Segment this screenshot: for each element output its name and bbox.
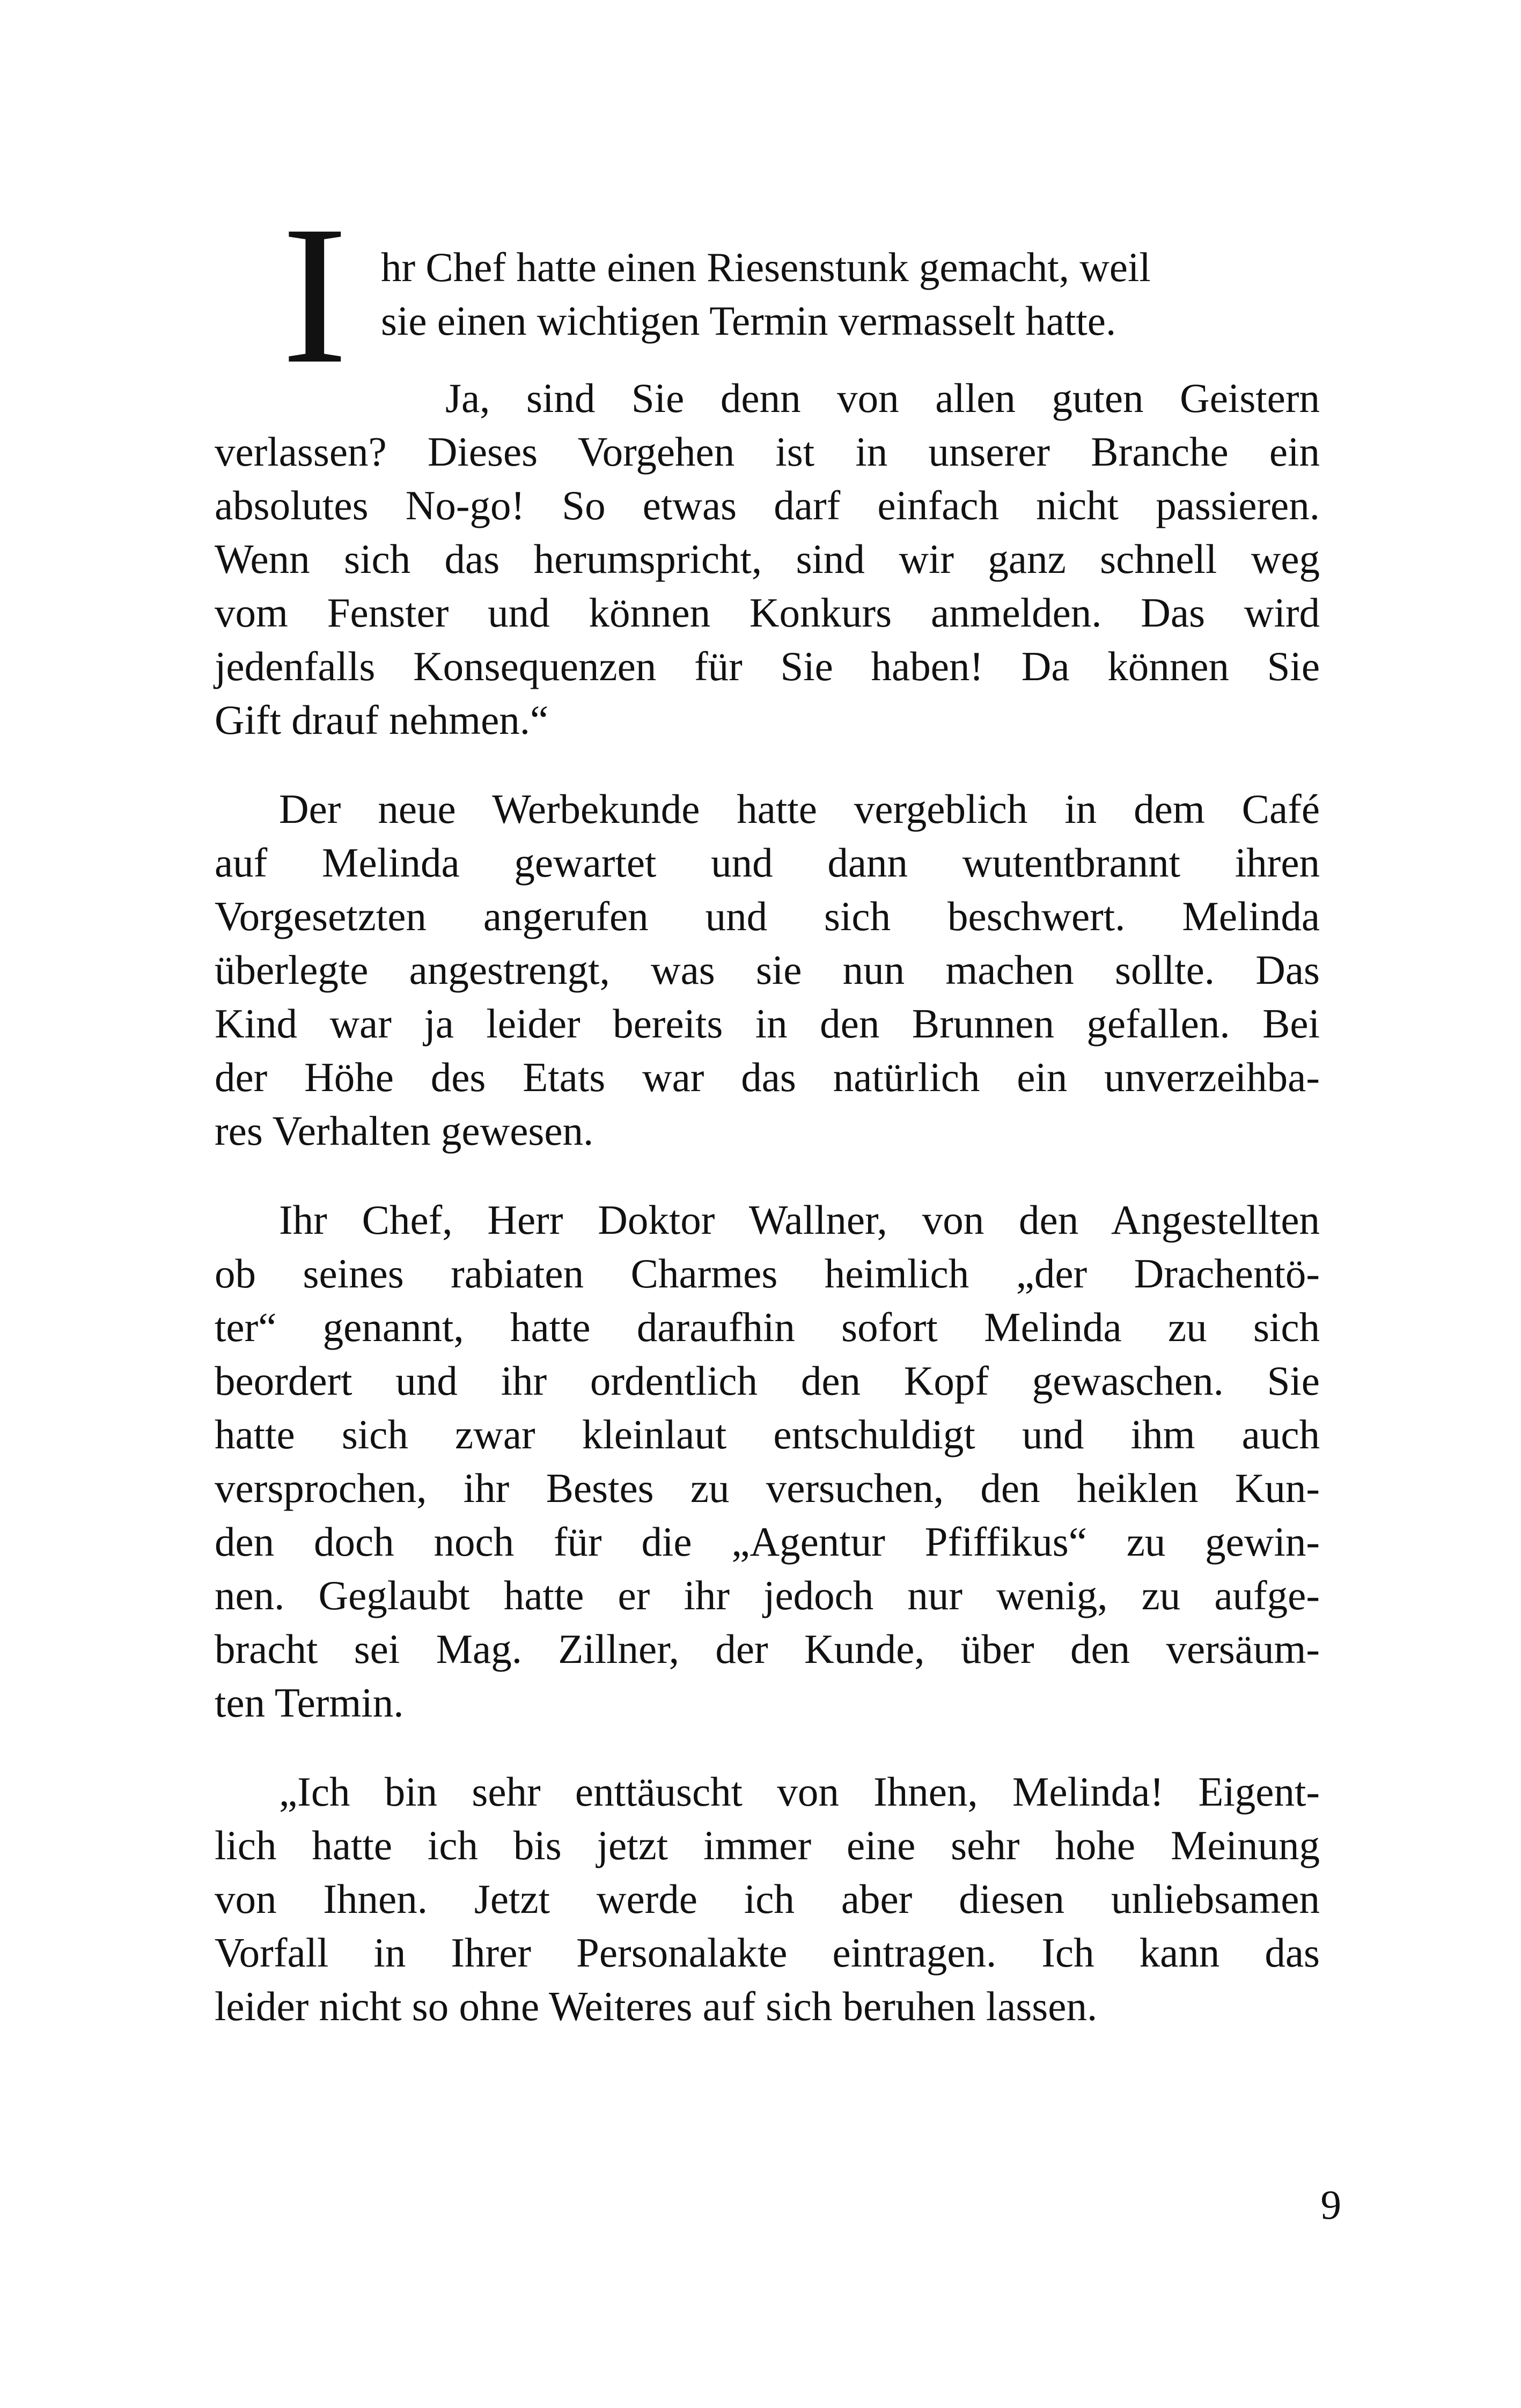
paragraph-3 bbox=[215, 1193, 1320, 1729]
text-line: beordert und ihr ordentlich den Kopf gewaschen. Sie bbox=[215, 1358, 1320, 1404]
text-line: Der neue Werbekunde hatte vergeblich in dem Café bbox=[279, 786, 1320, 832]
text-line: Kind war ja leider bereits in den Brunnen gefallen. Bei bbox=[215, 1000, 1320, 1047]
text-line: bracht sei Mag. Zillner, der Kunde, über den versäum- bbox=[215, 1626, 1320, 1672]
text-line: res Verhalten gewesen. bbox=[215, 1108, 594, 1154]
text-line: lich hatte ich bis jetzt immer eine sehr hohe Meinung bbox=[215, 1822, 1320, 1868]
text-line: jedenfalls Konsequenzen für Sie haben! Da können Sie bbox=[215, 643, 1320, 689]
text-line: leider nicht so ohne Weiteres auf sich beruhen lassen. bbox=[215, 1983, 1098, 2029]
text-line: „Ich bin sehr enttäuscht von Ihnen, Melinda! Eigent- bbox=[279, 1769, 1320, 1815]
text-line: von Ihnen. Jetzt werde ich aber diesen unliebsamen bbox=[215, 1876, 1320, 1922]
text-line: Vorfall in Ihrer Personalakte eintragen. Ich kann das bbox=[215, 1930, 1320, 1976]
text-line: ter“ genannt, hatte daraufhin sofort Melinda zu sich bbox=[215, 1304, 1320, 1350]
text-line: ob seines rabiaten Charmes heimlich „der Drachentö- bbox=[215, 1250, 1320, 1297]
text-line: versprochen, ihr Bestes zu versuchen, den heiklen Kun- bbox=[215, 1465, 1320, 1511]
text-line: verlassen? Dieses Vorgehen ist in unserer Branche ein bbox=[215, 429, 1320, 475]
body-text bbox=[215, 371, 1320, 2068]
dropcap-letter: I bbox=[282, 185, 348, 405]
text-line: vom Fenster und können Konkurs anmelden. Das wird bbox=[215, 590, 1320, 636]
paragraph-1 bbox=[215, 371, 1320, 747]
text-line: Vorgesetzten angerufen und sich beschwert. Melinda bbox=[215, 893, 1320, 939]
page-number: 9 bbox=[1320, 2182, 1341, 2228]
text-line: ten Termin. bbox=[215, 1680, 404, 1726]
text-line: Ihr Chef, Herr Doktor Wallner, von den Angestellten bbox=[279, 1197, 1320, 1243]
paragraph-4 bbox=[215, 1765, 1320, 2033]
text-line: nen. Geglaubt hatte er ihr jedoch nur wenig, zu aufge- bbox=[215, 1572, 1320, 1618]
text-line: der Höhe des Etats war das natürlich ein unverzeihba- bbox=[215, 1054, 1320, 1100]
dropcap-line-1: hr Chef hatte einen Riesenstunk gemacht, weil bbox=[381, 244, 1151, 290]
text-line: Wenn sich das herumspricht, sind wir ganz schnell weg bbox=[215, 536, 1320, 582]
text-line: den doch noch für die „Agentur Pfiffikus“ zu gewin- bbox=[215, 1519, 1320, 1565]
text-line: auf Melinda gewartet und dann wutentbrannt ihren bbox=[215, 840, 1320, 886]
dropcap-line-2: sie einen wichtigen Termin vermasselt hatte. bbox=[381, 298, 1116, 344]
paragraph-2 bbox=[215, 782, 1320, 1158]
text-line: Gift drauf nehmen.“ bbox=[215, 697, 549, 743]
text-line: Ja, sind Sie denn von allen guten Geistern bbox=[445, 375, 1320, 421]
text-line: hatte sich zwar kleinlaut entschuldigt und ihm auch bbox=[215, 1411, 1320, 1457]
text-line: absolutes No-go! So etwas darf einfach nicht passieren. bbox=[215, 482, 1320, 528]
text-line: überlegte angestrengt, was sie nun machen sollte. Das bbox=[215, 947, 1320, 993]
